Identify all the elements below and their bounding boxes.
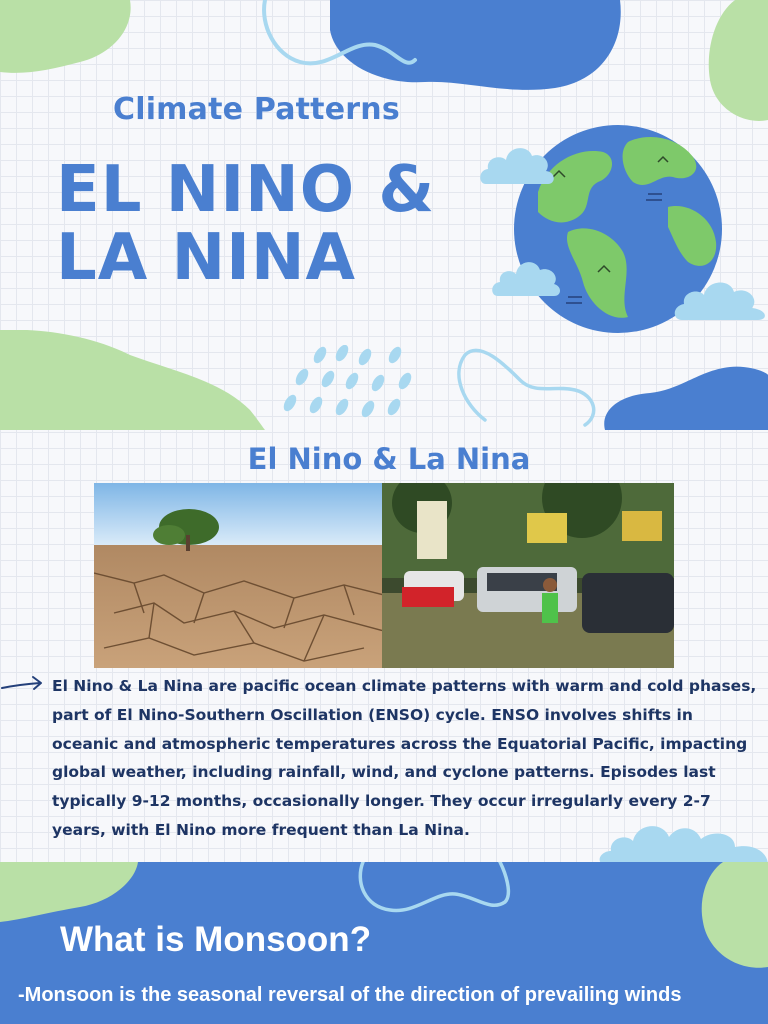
section-heading: El Nino & La Nina xyxy=(247,442,531,476)
page-title xyxy=(56,153,436,295)
green-blob-bottom-right xyxy=(698,862,768,970)
green-blob-top-left xyxy=(0,0,140,80)
cloud-icon xyxy=(478,136,556,188)
green-blob-top-right xyxy=(695,0,768,125)
page-subtitle: Climate Patterns xyxy=(113,92,400,127)
blue-blob-right xyxy=(600,365,768,430)
squiggle-line-mid xyxy=(445,345,615,430)
monsoon-text: -Monsoon is the seasonal reversal of the direction of prevailing winds xyxy=(18,984,682,1006)
title-line-2: LA NINA xyxy=(56,221,357,295)
monsoon-title: What is Monsoon? xyxy=(60,920,372,959)
cloud-icon xyxy=(672,268,768,324)
green-blob-left xyxy=(0,330,265,430)
cloud-icon xyxy=(595,815,768,865)
section-body-text: El Nino & La Nina are pacific ocean climate patterns with warm and cold phases, part of El Nino-Southern Oscillation (ENSO) cycle. ENSO involves shifts in oceanic and atmospheric temperatures across the Equatorial Pacific, impacting global weather, including rainfall, wind, and cyclone patterns. Episodes last typically 9-12 months, occasionally longer. They occur irregularly every 2-7 years, with El Nino more frequent than La Nina. xyxy=(52,677,757,839)
cloud-icon xyxy=(490,250,562,300)
arrow-icon xyxy=(0,674,46,694)
squiggle-line-top xyxy=(255,0,425,75)
title-line-1: EL NINO & xyxy=(56,153,436,227)
drought-image xyxy=(94,483,384,668)
photo-composite xyxy=(94,483,674,668)
squiggle-line-bottom xyxy=(355,862,515,922)
green-blob-bottom-left xyxy=(0,862,140,924)
flood-image xyxy=(382,483,674,668)
dots-pattern xyxy=(280,345,425,430)
